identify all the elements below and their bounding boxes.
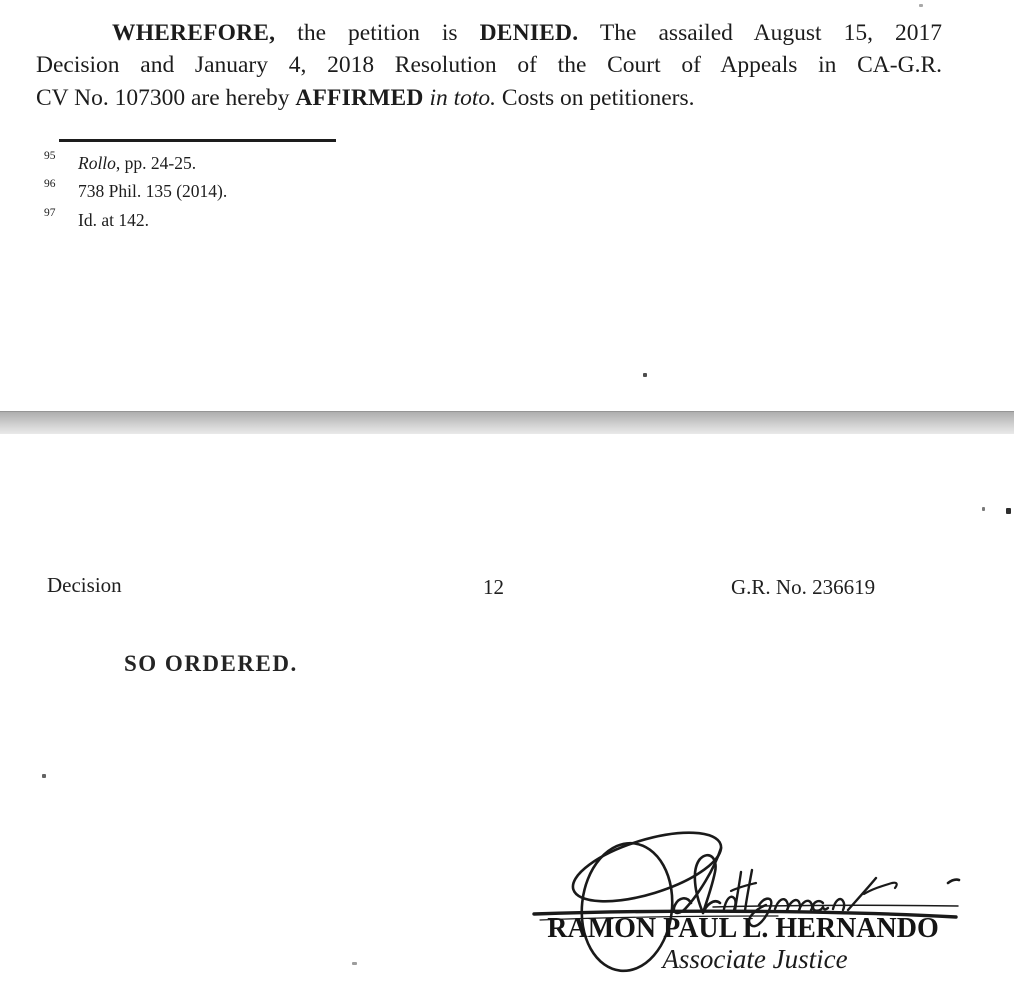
italic-in-toto: in toto. <box>423 84 497 111</box>
footnote-separator-rule <box>59 139 336 142</box>
scan-speck <box>352 962 357 965</box>
footnote-number: 96 <box>44 178 56 191</box>
so-ordered-text: SO ORDERED. <box>124 651 298 676</box>
footnote-list <box>44 149 524 234</box>
footnote-text: 738 Phil. 135 (2014). <box>78 181 228 202</box>
bold-wherefore: WHEREFORE, <box>112 20 276 46</box>
page-separator-band <box>0 411 1014 434</box>
page-header-page-number: 12 <box>483 575 504 599</box>
scan-speck <box>643 373 647 377</box>
footnote-italic-text: Rollo <box>78 153 116 173</box>
paragraph-text: The assailed August 15, 2017 <box>578 20 942 46</box>
footnote-item <box>44 206 524 234</box>
paragraph-text: Decision and January 4, 2018 Resolution of the Court of Appeals in CA-G.R. <box>36 52 942 79</box>
footnote-number: 95 <box>44 150 56 162</box>
ruling-paragraph <box>36 17 942 114</box>
scan-speck <box>919 4 923 7</box>
footnote-item <box>44 149 524 177</box>
paragraph-text: the petition is <box>275 20 480 46</box>
footnote-number: 97 <box>44 206 56 219</box>
signatory-name: RAMON PAUL L. HERNANDO <box>547 913 939 944</box>
paragraph-line-1 <box>36 17 942 49</box>
bold-affirmed: AFFIRMED <box>295 84 424 111</box>
scan-speck <box>1006 508 1011 514</box>
paragraph-text: Costs on petitioners. <box>496 84 695 111</box>
scan-speck <box>42 774 46 778</box>
paragraph-line-3 <box>36 82 942 114</box>
page-header-case-number: G.R. No. 236619 <box>731 575 876 599</box>
paragraph-text: CV No. 107300 are hereby <box>36 84 296 111</box>
bold-denied: DENIED. <box>479 20 579 46</box>
footnote-text: , pp. 24-25. <box>115 153 197 173</box>
signatory-title: Associate Justice <box>662 944 848 974</box>
paragraph-line-2 <box>36 49 942 81</box>
scan-speck <box>982 507 985 511</box>
footnote-text: Id. at 142. <box>78 209 149 230</box>
page-header-left: Decision <box>47 573 122 597</box>
footnote-item <box>44 177 524 205</box>
